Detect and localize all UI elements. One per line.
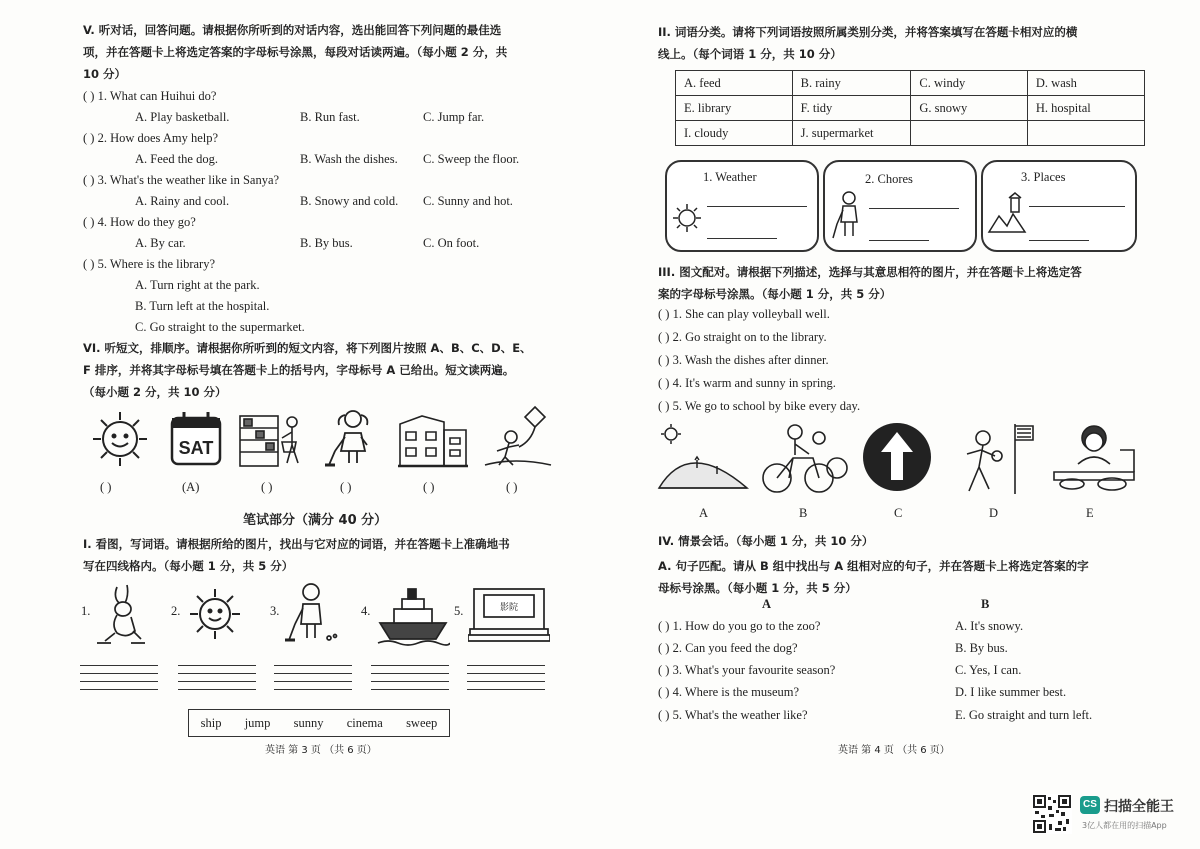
sun-face-icon [86, 408, 154, 470]
answer-line[interactable] [1029, 240, 1089, 241]
table-cell: J. supermarket [792, 121, 911, 146]
sec5-q4-b: B. By bus. [300, 236, 353, 250]
sec5-q4-c: C. On foot. [423, 236, 480, 250]
town-buildings-icon [987, 192, 1027, 236]
table-cell: A. feed [676, 71, 793, 96]
sec5-q2-a: A. Feed the dog. [135, 152, 218, 166]
sec6-bracket-5[interactable]: ( ) [423, 480, 435, 494]
category-box-chores [823, 160, 977, 252]
table-cell: D. wash [1027, 71, 1144, 96]
table-cell: H. hospital [1027, 96, 1144, 121]
sec4-row4-b: D. I like summer best. [955, 685, 1067, 699]
four-line-grid-3[interactable] [274, 665, 352, 697]
sec4-row5-b: E. Go straight and turn left. [955, 708, 1093, 722]
pic-letter-e: E [1086, 506, 1094, 520]
sec1-num-4: 4. [361, 604, 371, 618]
sec6-bracket-2: (A) [182, 480, 200, 494]
pic-letter-d: D [989, 506, 999, 520]
sec5-q1: ( ) 1. What can Huihui do? [83, 89, 217, 103]
calendar-sat-label: SAT [178, 438, 214, 458]
sec5-q3-b: B. Snowy and cold. [300, 194, 399, 208]
column-a-label: A [762, 597, 772, 611]
sec3-item-2: ( ) 2. Go straight on to the library. [658, 330, 827, 344]
four-line-grid-4[interactable] [371, 665, 449, 697]
sec4-row1-b: A. It's snowy. [955, 619, 1024, 633]
category-box-weather [665, 160, 819, 252]
cinema-sign-text: 影院 [499, 603, 519, 613]
word-bank [188, 709, 450, 737]
sec5-q3-c: C. Sunny and hot. [423, 194, 513, 208]
pic-letter-b: B [799, 506, 808, 520]
children-riding-bikes-icon [757, 420, 849, 496]
sec5-heading-line3: 10 分） [83, 67, 127, 81]
sec5-q1-a: A. Play basketball. [135, 110, 230, 124]
girl-sweeping-icon [323, 405, 383, 471]
table-row [676, 96, 1145, 121]
word-bank-item: sunny [293, 715, 324, 730]
written-part-title: 笔试部分（满分 40 分） [243, 513, 388, 528]
answer-line[interactable] [707, 238, 777, 239]
four-line-grid-5[interactable] [467, 665, 545, 697]
table-cell: G. snowy [911, 96, 1028, 121]
sec4-sub-line2: 母标号涂黑。（每小题 1 分，共 5 分） [658, 581, 857, 595]
sec1-num-1: 1. [81, 604, 91, 618]
word-classification-table [675, 70, 1145, 146]
sec4-row2-b: B. By bus. [955, 641, 1008, 655]
page-footer-4: 英语 第 4 页 （共 6 页） [838, 745, 950, 756]
sec4-row1-a: ( ) 1. How do you go to the zoo? [658, 619, 821, 633]
camscanner-name: 扫描全能王 [1104, 799, 1174, 815]
sec3-item-1: ( ) 1. She can play volleyball well. [658, 307, 830, 321]
category-label-chores: 2. Chores [865, 172, 913, 186]
pic-letter-c: C [894, 506, 903, 520]
table-cell: E. library [676, 96, 793, 121]
boy-sweeping-icon [831, 190, 863, 242]
table-cell: I. cloudy [676, 121, 793, 146]
table-cell: B. rainy [792, 71, 911, 96]
boy-washing-dishes-icon [1050, 420, 1138, 494]
sec5-q2-b: B. Wash the dishes. [300, 152, 398, 166]
sun-icon [185, 585, 245, 643]
answer-line[interactable] [869, 208, 959, 209]
ship-icon [376, 583, 450, 647]
table-cell: C. windy [911, 71, 1028, 96]
table-cell [1027, 121, 1144, 146]
word-bank-item: cinema [346, 715, 383, 730]
sec5-q1-b: B. Run fast. [300, 110, 360, 124]
camscanner-tagline: 3亿人都在用的扫描App [1082, 821, 1167, 830]
table-row [676, 121, 1145, 146]
sec4-row2-a: ( ) 2. Can you feed the dog? [658, 641, 798, 655]
sec4-row3-a: ( ) 3. What's your favourite season? [658, 663, 836, 677]
sec5-q2-c: C. Sweep the floor. [423, 152, 520, 166]
sec6-heading-line1: VI. 听短文，排顺序。请根据你所听到的短文内容，将下列图片按照 A、B、C、D、E、 [83, 341, 532, 355]
table-cell: F. tidy [792, 96, 911, 121]
sec5-q5-c: C. Go straight to the supermarket. [135, 320, 305, 334]
sec1-num-5: 5. [454, 604, 464, 618]
sec4-row4-a: ( ) 4. Where is the museum? [658, 685, 800, 699]
sec2-heading-line1: II. 词语分类。请将下列词语按照所属类别分类，并将答案填写在答题卡相对应的横 [658, 25, 1078, 39]
calendar-icon [166, 408, 226, 470]
camscanner-badge: CS [1080, 796, 1100, 814]
sec3-item-5: ( ) 5. We go to school by bike every day. [658, 399, 861, 413]
sec5-heading-line2: 项，并在答题卡上将选定答案的字母标号涂黑，每段对话读两遍。（每小题 2 分，共 [83, 45, 508, 59]
supermarket-shopping-icon [238, 410, 310, 470]
sec5-q4-a: A. By car. [135, 236, 186, 250]
rabbit-jumping-icon [93, 583, 149, 645]
sec4-heading: IV. 情景会话。（每小题 1 分，共 10 分） [658, 534, 874, 548]
sec6-heading-line2: F 排序，并将其字母标号填在答题卡上的括号内，字母标号 A 已给出。短文读两遍。 [83, 363, 515, 377]
four-line-grid-1[interactable] [80, 665, 158, 697]
cinema-building-icon [468, 583, 550, 645]
category-box-places [981, 160, 1137, 252]
sun-icon [671, 202, 703, 234]
sec4-row5-a: ( ) 5. What's the weather like? [658, 708, 808, 722]
go-straight-arrow-sign-icon [860, 420, 934, 494]
sec3-item-4: ( ) 4. It's warm and sunny in spring. [658, 376, 836, 390]
sec1-heading-line2: 写在四线格内。（每小题 1 分，共 5 分） [83, 559, 294, 573]
four-line-grid-2[interactable] [178, 665, 256, 697]
table-cell [911, 121, 1028, 146]
column-b-label: B [981, 597, 990, 611]
page-footer-3: 英语 第 3 页 （共 6 页） [265, 745, 377, 756]
sec6-bracket-3[interactable]: ( ) [261, 480, 273, 494]
page-4 [655, 0, 1145, 770]
girl-volleyball-icon [955, 420, 1037, 496]
qr-code-icon [1032, 794, 1072, 834]
sec5-q1-c: C. Jump far. [423, 110, 485, 124]
sec3-heading-line1: III. 图文配对。请根据下列描述，选择与其意思相符的图片，并在答题卡上将选定答 [658, 265, 1082, 279]
answer-line[interactable] [707, 206, 807, 207]
page-3 [78, 0, 568, 770]
sec5-q4: ( ) 4. How do they go? [83, 215, 196, 229]
sec6-bracket-1[interactable]: ( ) [100, 480, 112, 494]
sec5-q5-a: A. Turn right at the park. [135, 278, 260, 292]
sec5-q2: ( ) 2. How does Amy help? [83, 131, 219, 145]
sec5-q3: ( ) 3. What's the weather like in Sanya? [83, 173, 280, 187]
sec3-item-3: ( ) 3. Wash the dishes after dinner. [658, 353, 829, 367]
boy-sweeping-icon [283, 580, 343, 646]
table-row [676, 71, 1145, 96]
sec4-row3-b: C. Yes, I can. [955, 663, 1022, 677]
sec6-bracket-6[interactable]: ( ) [506, 480, 518, 494]
child-flying-kite-icon [483, 405, 553, 469]
sec2-heading-line2: 线上。（每个词语 1 分，共 10 分） [658, 47, 842, 61]
category-label-weather: 1. Weather [703, 170, 757, 184]
sec1-num-3: 3. [270, 604, 280, 618]
sec1-heading-line1: I. 看图，写词语。请根据所给的图片，找出与它对应的词语，并在答题卡上准确地书 [83, 537, 510, 551]
sec5-q5-b: B. Turn left at the hospital. [135, 299, 270, 313]
answer-line[interactable] [869, 240, 929, 241]
answer-line[interactable] [1029, 206, 1125, 207]
sec3-heading-line2: 案的字母标号涂黑。（每小题 1 分，共 5 分） [658, 287, 892, 301]
word-bank-item: jump [244, 715, 271, 730]
sec1-num-2: 2. [171, 604, 181, 618]
pic-letter-a: A [699, 506, 709, 520]
sec5-q5: ( ) 5. Where is the library? [83, 257, 216, 271]
sec5-heading-line1: V. 听对话，回答问题。请根据你所听到的对话内容，选出能回答下列问题的最佳选 [83, 23, 502, 37]
sec4-sub-line1: A. 句子匹配。请从 B 组中找出与 A 组相对应的句子，并在答题卡上将选定答案的字 [658, 559, 1089, 573]
word-bank-item: ship [200, 715, 222, 730]
sec6-bracket-4[interactable]: ( ) [340, 480, 352, 494]
sec5-q3-a: A. Rainy and cool. [135, 194, 230, 208]
library-building-icon [396, 410, 470, 470]
category-label-places: 3. Places [1021, 170, 1066, 184]
spring-landscape-icon [657, 422, 749, 494]
word-bank-item: sweep [406, 715, 438, 730]
sec6-heading-line3: （每小题 2 分，共 10 分） [83, 385, 227, 399]
